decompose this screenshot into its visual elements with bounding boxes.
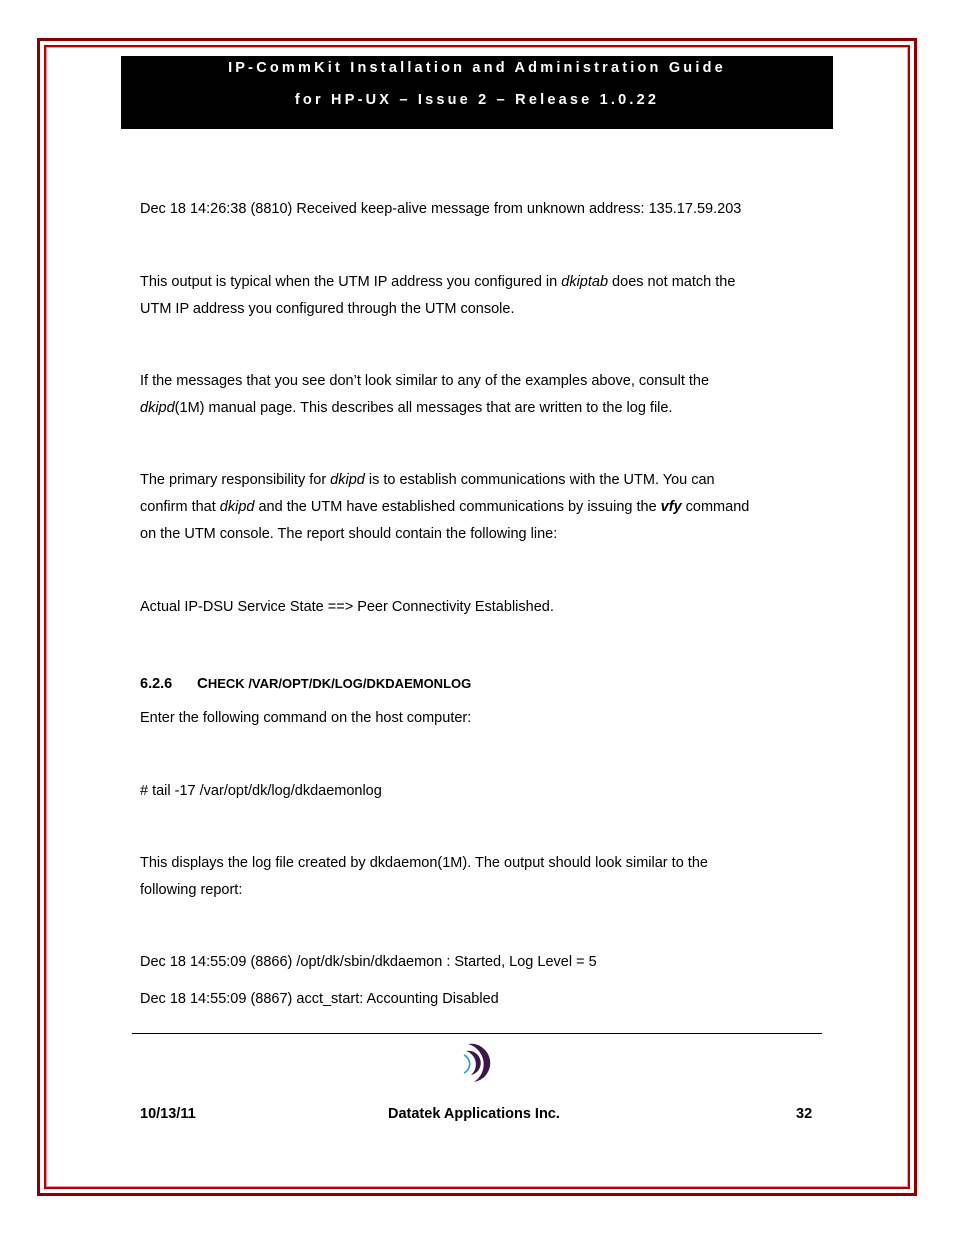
vfy-command: vfy: [660, 499, 682, 515]
dkipd-term: dkipd: [219, 499, 255, 515]
paragraph-manual-page: If the messages that you see don’t look similar to any of the examples above, consult the dkipd(1M) manual page. This describes all messages that are written to the log file.: [140, 373, 710, 416]
dkipd-term: dkipd: [330, 472, 365, 488]
footer-rule: [132, 1033, 822, 1034]
tail-command: # tail -17 /var/opt/dk/log/dkdaemonlog: [140, 783, 382, 799]
header-title: IP-CommKit Installation and Administration Guide: [228, 60, 726, 76]
paragraph-responsibility: The primary responsibility for dkipd is to establish communications with the UTM. You can confirm that dkipd and the UTM have established communications by issuing the vfy command on the UTM console. The report should contain the following line:: [140, 472, 750, 542]
log-line-unknown-address: Dec 18 14:26:38 (8810) Received keep-alive message from unknown address: 135.17.59.203: [140, 201, 742, 217]
section-heading: [140, 675, 471, 692]
service-state-line: Actual IP-DSU Service State ==> Peer Connectivity Established.: [140, 599, 554, 615]
section-title: CHECK /VAR/OPT/DK/LOG/DKDAEMONLOG: [197, 675, 472, 692]
dkiptab-term: dkiptab: [561, 274, 609, 290]
footer-date: 10/13/11: [140, 1106, 196, 1122]
enter-command-text: Enter the following command on the host computer:: [140, 710, 472, 726]
log-line-started: Dec 18 14:55:09 (8866) /opt/dk/sbin/dkdaemon : Started, Log Level = 5: [140, 954, 597, 970]
footer-company: Datatek Applications Inc.: [388, 1106, 560, 1122]
section-number: 6.2.6: [140, 676, 173, 692]
header-subtitle: for HP-UX – Issue 2 – Release 1.0.22: [294, 92, 660, 108]
footer-page-number: 32: [796, 1106, 813, 1122]
datatek-logo-icon: [452, 1041, 496, 1085]
dkipd-term: dkipd: [140, 400, 175, 416]
paragraph-dkiptab: This output is typical when the UTM IP address you configured in dkiptab does not match the UTM IP address you configured through the UTM console.: [140, 274, 736, 317]
log-line-accounting: Dec 18 14:55:09 (8867) acct_start: Accounting Disabled: [140, 991, 499, 1007]
document-header: [121, 56, 833, 129]
paragraph-log-file: This displays the log file created by dkdaemon(1M). The output should look similar to the following report:: [140, 855, 708, 898]
